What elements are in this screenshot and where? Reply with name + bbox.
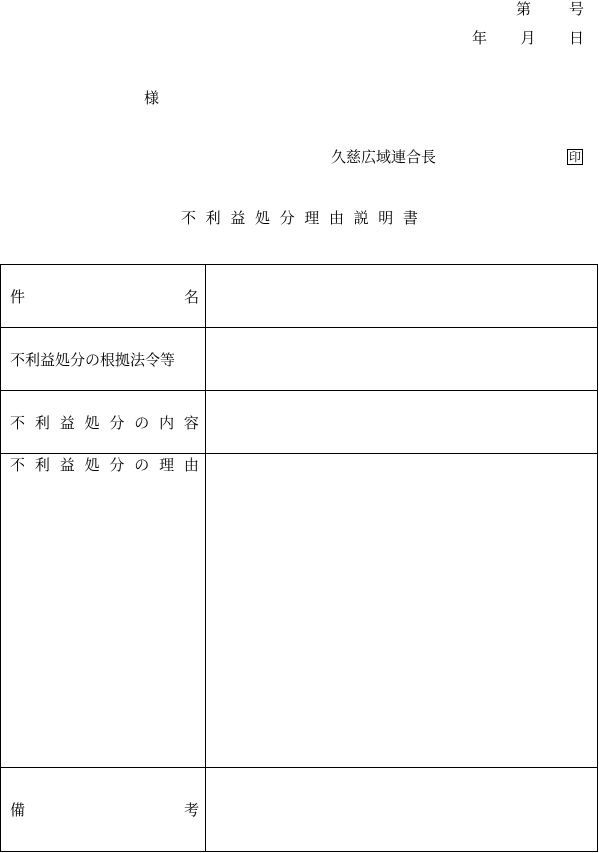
value-legal-basis[interactable] <box>206 328 598 391</box>
label-char: 理 <box>159 456 175 474</box>
value-case-name[interactable] <box>206 265 598 328</box>
document-title <box>181 211 418 226</box>
table-row-reason <box>1 454 598 768</box>
value-content[interactable] <box>206 391 598 454</box>
label-char: 備 <box>10 801 26 819</box>
title-char: 明 <box>378 209 394 227</box>
label-char: 利 <box>34 456 50 474</box>
doc-number-prefix: 第 <box>516 0 532 18</box>
doc-number-suffix: 号 <box>568 0 584 18</box>
date-year: 年 <box>472 29 488 47</box>
title-char: 書 <box>402 209 418 227</box>
form-table <box>0 264 598 852</box>
label-char: 名 <box>183 287 199 306</box>
label-text: 不利益処分の根拠法令等 <box>10 350 176 369</box>
label-char: 容 <box>183 413 199 432</box>
table-row-legal-basis <box>1 328 598 391</box>
value-remarks[interactable] <box>206 768 598 852</box>
date-month: 月 <box>520 29 536 47</box>
document-number-line <box>516 2 584 17</box>
title-char: 理 <box>304 209 320 227</box>
table-row-remarks <box>1 768 598 852</box>
label-char: 内 <box>159 413 175 432</box>
label-char: 処 <box>84 456 100 474</box>
value-reason[interactable] <box>206 454 598 768</box>
title-char: 益 <box>230 209 246 227</box>
label-content <box>1 391 206 454</box>
seal-mark <box>567 149 583 165</box>
label-remarks <box>1 768 206 852</box>
label-char: 不 <box>10 456 26 474</box>
label-char: 益 <box>59 413 75 432</box>
label-reason <box>1 454 206 768</box>
label-char: 処 <box>84 413 100 432</box>
label-char: 利 <box>34 413 50 432</box>
label-char: 件 <box>10 287 26 306</box>
label-char: 考 <box>183 801 199 819</box>
date-day: 日 <box>568 29 584 47</box>
sender-name: 久慈広域連合長 <box>331 148 437 166</box>
label-case-name <box>1 265 206 328</box>
title-char: 利 <box>205 209 221 227</box>
table-row-content <box>1 391 598 454</box>
title-char: 説 <box>353 209 369 227</box>
label-char: 益 <box>59 456 75 474</box>
label-char: 分 <box>109 413 125 432</box>
title-char: 不 <box>181 209 197 227</box>
addressee-suffix: 様 <box>144 89 160 107</box>
date-line <box>472 31 584 46</box>
label-char: の <box>134 456 150 474</box>
label-char: 由 <box>183 456 199 474</box>
label-legal-basis <box>1 328 206 391</box>
label-char: の <box>134 413 150 432</box>
label-char: 分 <box>109 456 125 474</box>
title-char: 処 <box>254 209 270 227</box>
seal-char: 印 <box>568 150 581 164</box>
table-row-case-name <box>1 265 598 328</box>
label-char: 不 <box>10 413 26 432</box>
title-char: 分 <box>279 209 295 227</box>
title-char: 由 <box>328 209 344 227</box>
